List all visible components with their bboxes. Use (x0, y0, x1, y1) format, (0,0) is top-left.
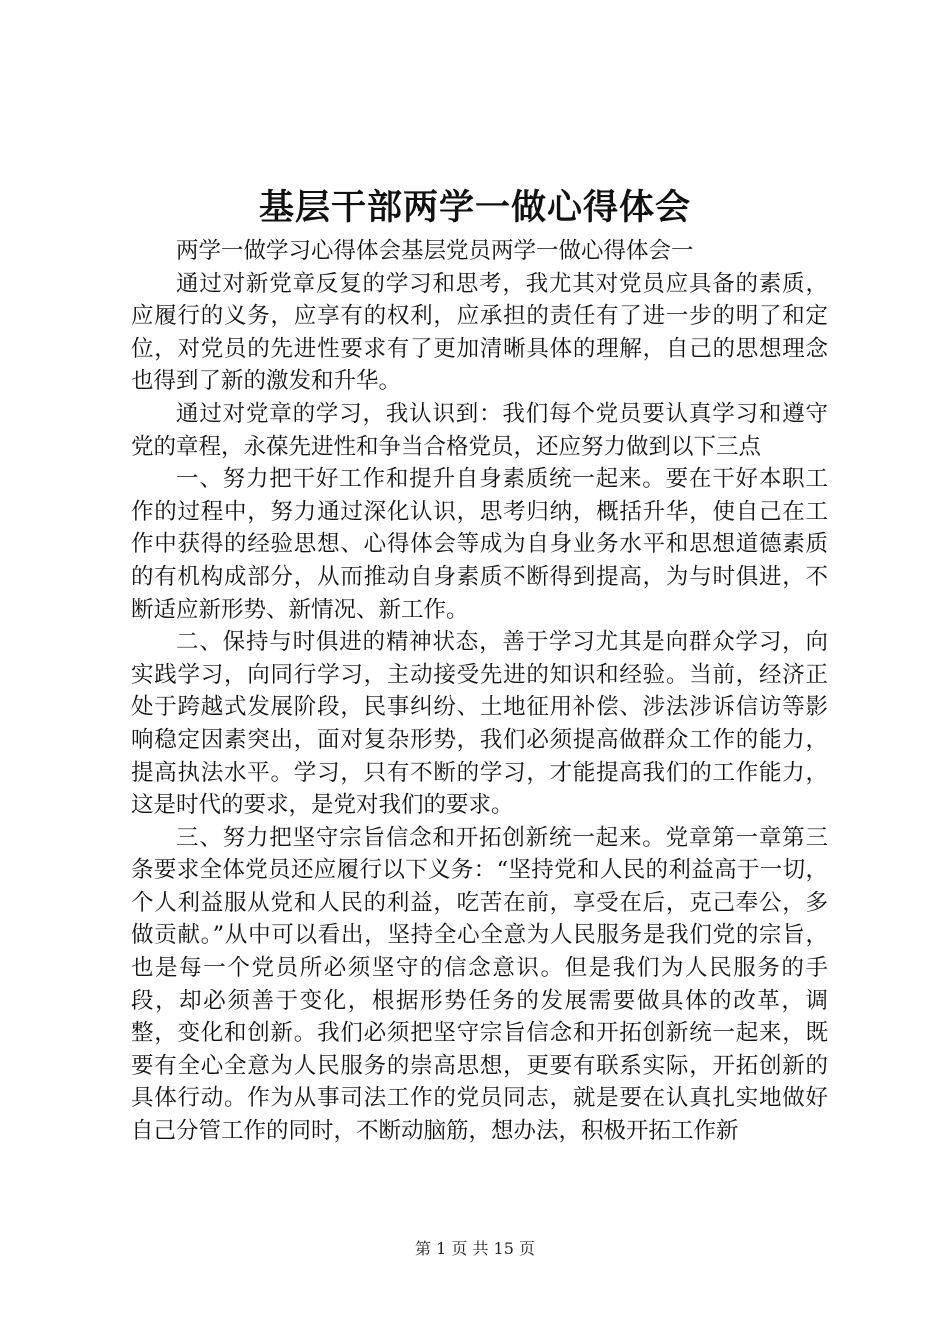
document-title: 基层干部两学一做心得体会 (258, 187, 691, 228)
paragraph-1: 两学一做学习心得体会基层党员两学一做心得体会一 (176, 238, 694, 264)
paragraph-5: 二、保持与时俱进的精神状态，善于学习尤其是向群众学习，向实践学习，向同行学习，主动接受先进的知识和经验。当前，经济正处于跨越式发展阶段，民事纠纷、土地征用补偿、涉法涉诉信访等影响稳定因素突出，面对复杂形势，我们必须提高做群众工作的能力，提高执法水平。学习，只有不断的学习，才能提高我们的工作能力，这是时代的要求，是党对我们的要求。 (131, 629, 828, 819)
paragraph-2: 通过对新党章反复的学习和思考，我尤其对党员应具备的素质，应履行的义务，应享有的权利，应承担的责任有了进一步的明了和定位，对党员的先进性要求有了更加清晰具体的理解，自己的思想理念也得到了新的激发和升华。 (131, 270, 828, 395)
paragraph-3: 通过对党章的学习，我认识到：我们每个党员要认真学习和遵守党的章程，永葆先进性和争当合格党员，还应努力做到以下三点 (131, 400, 828, 460)
page-number-footer: 第 1 页 共 15 页 (415, 1239, 535, 1258)
paragraph-4: 一、努力把干好工作和提升自身素质统一起来。要在干好本职工作的过程中，努力通过深化认识，思考归纳，概括升华，使自己在工作中获得的经验思想、心得体会等成为自身业务水平和思想道德素质的有机构成部分，从而推动自身素质不断得到提高，为与时俱进，不断适应新形势、新情况、新工作。 (131, 466, 828, 623)
document-body (131, 235, 828, 1148)
paragraph-6: 三、努力把坚守宗旨信念和开拓创新统一起来。党章第一章第三条要求全体党员还应履行以下义务：“坚持党和人民的利益高于一切，个人利益服从党和人民的利益，吃苦在前，享受在后，克己奉公，多做贡献。”从中可以看出，坚持全心全意为人民服务是我们党的宗旨，也是每一个党员所必须坚守的信念意识。但是我们为人民服务的手段，却必须善于变化，根据形势任务的发展需要做具体的改革，调整，变化和创新。我们必须把坚守宗旨信念和开拓创新统一起来，既要有全心全意为人民服务的崇高思想，更要有联系实际，开拓创新的具体行动。作为从事司法工作的党员同志，就是要在认真扎实地做好自己分管工作的同时，不断动脑筋，想办法，积极开拓工作新 (131, 824, 828, 1145)
